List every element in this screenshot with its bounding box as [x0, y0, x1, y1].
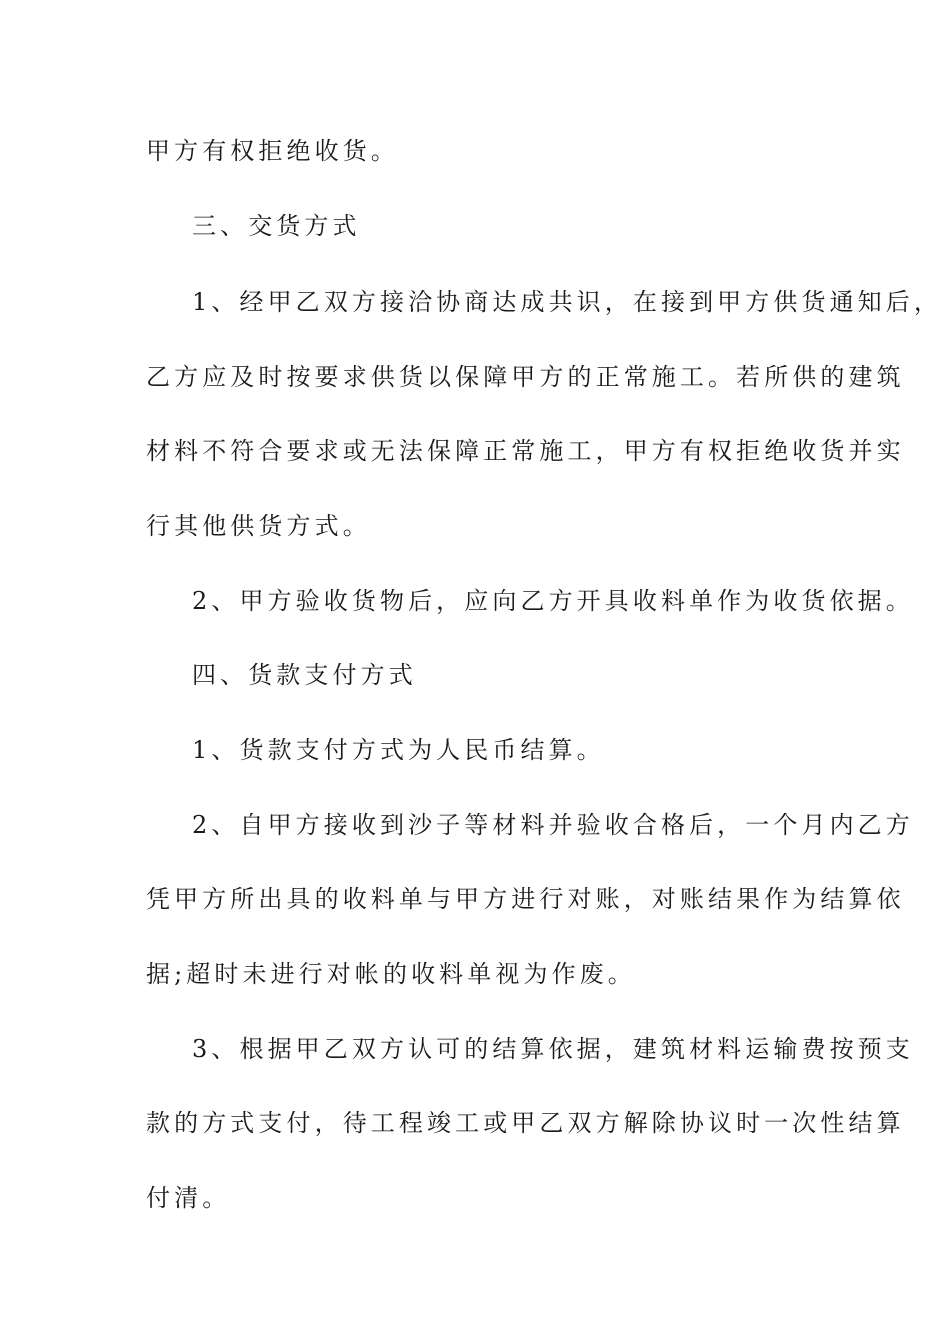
paragraph-line: 乙方应及时按要求供货以保障甲方的正常施工。若所供的建筑: [146, 363, 905, 391]
paragraph-line: 2、自甲方接收到沙子等材料并验收合格后，一个月内乙方: [192, 811, 914, 839]
paragraph-line: 行其他供货方式。: [146, 512, 371, 540]
paragraph-line: 款的方式支付，待工程竣工或甲乙双方解除协议时一次性结算: [146, 1109, 905, 1137]
paragraph-line: 付清。: [146, 1184, 231, 1212]
section-heading-delivery: 三、交货方式: [192, 212, 361, 240]
paragraph-line: 1、货款支付方式为人民币结算。: [192, 736, 605, 764]
paragraph-line: 2、甲方验收货物后，应向乙方开具收料单作为收货依据。: [192, 587, 914, 615]
paragraph-line: 1、经甲乙双方接洽协商达成共识，在接到甲方供货通知后，: [192, 288, 942, 316]
paragraph-line: 甲方有权拒绝收货。: [146, 137, 399, 165]
section-heading-payment: 四、货款支付方式: [192, 661, 417, 689]
paragraph-line: 据;超时未进行对帐的收料单视为作废。: [146, 960, 636, 988]
paragraph-line: 材料不符合要求或无法保障正常施工，甲方有权拒绝收货并实: [146, 437, 905, 465]
paragraph-line: 3、根据甲乙双方认可的结算依据，建筑材料运输费按预支: [192, 1035, 914, 1063]
paragraph-line: 凭甲方所出具的收料单与甲方进行对账，对账结果作为结算依: [146, 885, 905, 913]
